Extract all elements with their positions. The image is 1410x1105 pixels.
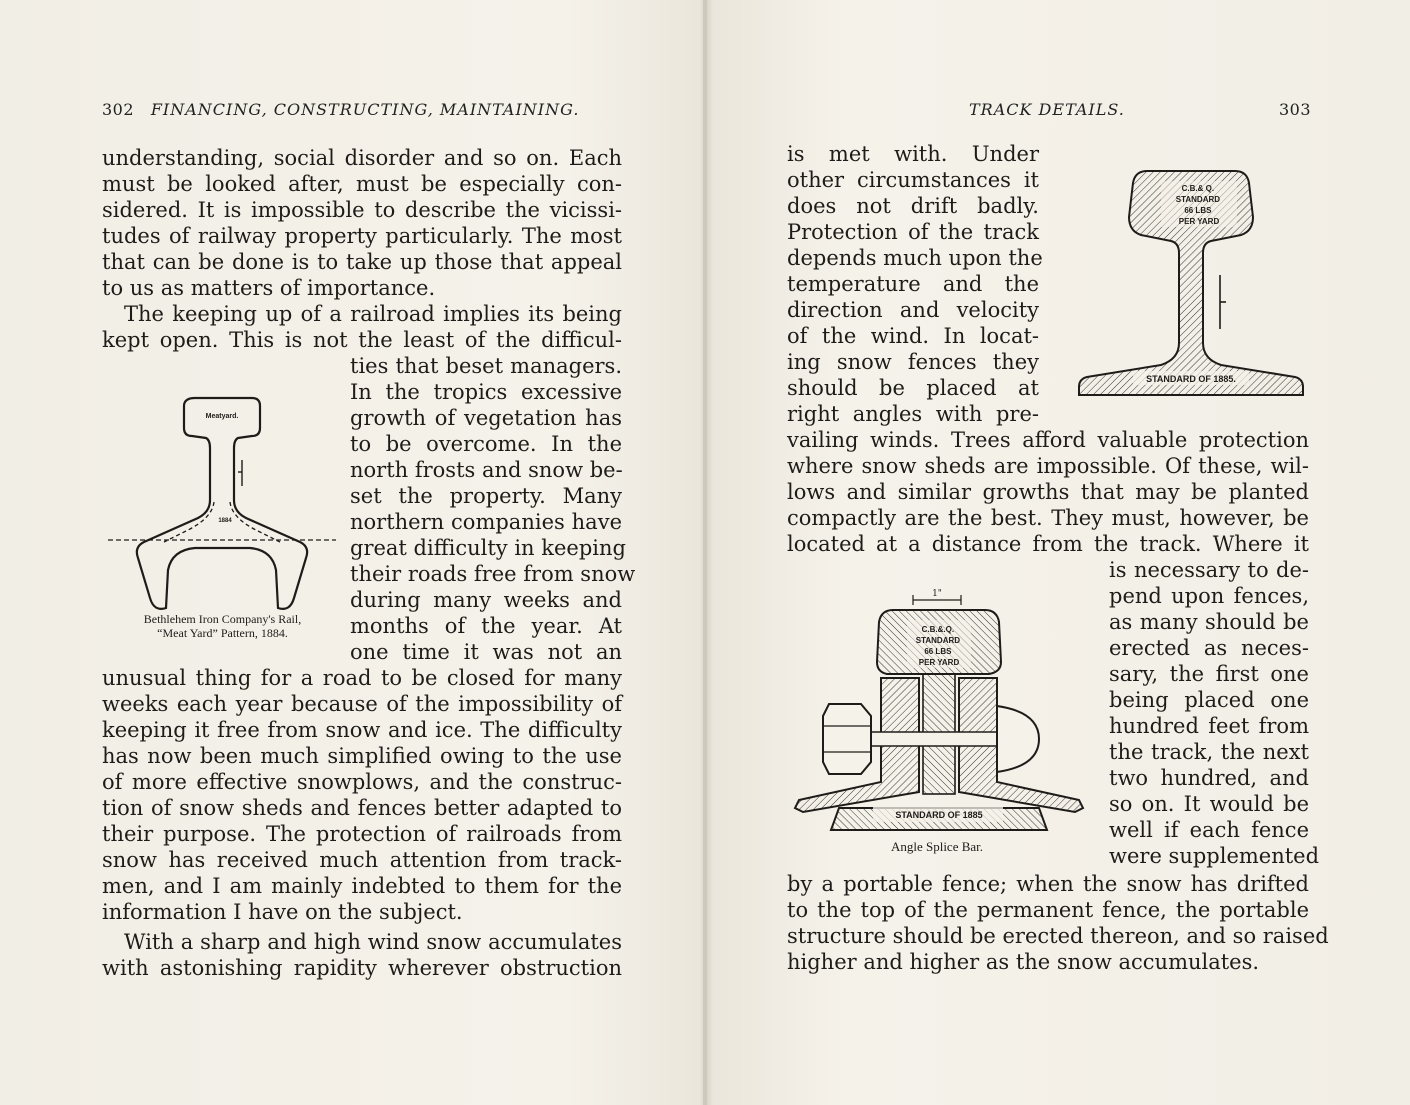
- text-line: located at a distance from the track. Where it: [787, 532, 1309, 556]
- cbq-label-line1: C.B.& Q.: [1181, 184, 1215, 193]
- angle-splice-bar-figure: [789, 586, 1089, 836]
- left-running-title: FINANCING, CONSTRUCTING, MAINTAINING.: [150, 100, 580, 119]
- text-line: Protection of the track: [787, 220, 1039, 244]
- text-line: to us as matters of importance.: [102, 276, 436, 300]
- cbq-base-label: STANDARD OF 1885.: [1146, 374, 1236, 384]
- text-line: keeping it free from snow and ice. The difficulty: [102, 718, 622, 742]
- text-line: that can be done is to take up those that appeal: [102, 250, 622, 274]
- text-line: by a portable fence; when the snow has drifted: [787, 872, 1309, 896]
- text-line: direction and velocity: [787, 298, 1039, 322]
- text-line: other circumstances it: [787, 168, 1039, 192]
- right-running-head: [969, 100, 1125, 119]
- text-line: being placed one: [1109, 688, 1309, 712]
- text-line: weeks each year because of the impossibility of: [102, 692, 622, 716]
- text-line: with astonishing rapidity wherever obstruction: [102, 956, 622, 980]
- text-line: understanding, social disorder and so on. Each: [102, 146, 622, 170]
- meat-yard-rail-figure: [100, 390, 345, 620]
- text-line: must be looked after, must be especially con-: [102, 172, 622, 196]
- text-line: northern companies have: [350, 510, 622, 534]
- left-page-number: 302: [102, 100, 135, 119]
- text-line: vailing winds. Trees afford valuable protection: [787, 428, 1309, 452]
- meat-yard-rail-outline: [137, 398, 307, 609]
- text-line: structure should be erected thereon, and so raised: [787, 924, 1329, 948]
- text-line: is met with. Under: [787, 142, 1039, 166]
- text-line: tudes of railway property particularly. The most: [102, 224, 622, 248]
- left-running-head: [102, 100, 579, 119]
- text-line: The keeping up of a railroad implies its being: [124, 302, 622, 326]
- text-line: is necessary to de-: [1109, 558, 1309, 582]
- text-line: should be placed at: [787, 376, 1039, 400]
- text-line: of the wind. In locat-: [787, 324, 1039, 348]
- text-line: sary, the first one: [1109, 662, 1309, 686]
- text-line: north frosts and snow be-: [350, 458, 623, 482]
- text-line: to be overcome. In the: [350, 432, 622, 456]
- meat-yard-label: Meatyard.: [205, 413, 239, 420]
- text-line: to the top of the permanent fence, the portable: [787, 898, 1309, 922]
- splice-label-line1: C.B.&.Q.: [921, 625, 955, 634]
- splice-dimension: 1": [932, 589, 942, 599]
- text-line: of more effective snowplows, and the construc-: [102, 770, 622, 794]
- text-line: their roads free from snow: [350, 562, 636, 586]
- text-line: ties that beset managers.: [350, 354, 622, 378]
- text-line: pend upon fences,: [1109, 584, 1309, 608]
- splice-nut: [823, 704, 871, 774]
- text-line: hundred feet from: [1109, 714, 1309, 738]
- text-line: unusual thing for a road to be closed for many: [102, 666, 622, 690]
- splice-label-line4: PER YARD: [918, 658, 960, 667]
- text-line: growth of vegetation has: [350, 406, 622, 430]
- text-line: lows and similar growths that may be planted: [787, 480, 1309, 504]
- text-line: has now been much simplified owing to the use: [102, 744, 622, 768]
- text-line: With a sharp and high wind snow accumulates: [124, 930, 622, 954]
- text-line: well if each fence: [1109, 818, 1309, 842]
- text-line: kept open. This is not the least of the difficul-: [102, 328, 622, 352]
- text-line: sidered. It is impossible to describe the vicissi-: [102, 198, 622, 222]
- text-line: where snow sheds are impossible. Of these, wil-: [787, 454, 1309, 478]
- splice-label-line3: 66 LBS: [924, 647, 952, 656]
- cbq-label-line3: 66 LBS: [1184, 206, 1212, 215]
- meat-yard-caption-line1: Bethlehem Iron Company's Rail,: [143, 612, 302, 626]
- text-line: were supplemented: [1109, 844, 1320, 868]
- splice-label-line2: STANDARD: [915, 636, 961, 645]
- text-line: the track, the next: [1109, 740, 1309, 764]
- text-line: snow has received much attention from track-: [102, 848, 622, 872]
- text-line: In the tropics excessive: [350, 380, 622, 404]
- splice-base-label: STANDARD OF 1885: [895, 810, 983, 820]
- text-line: one time it was not an: [350, 640, 622, 664]
- cbq-label-line2: STANDARD: [1175, 195, 1221, 204]
- text-line: great difficulty in keeping: [350, 536, 626, 560]
- text-line: tion of snow sheds and fences better adapted to: [102, 796, 622, 820]
- text-line: their purpose. The protection of railroads from: [102, 822, 622, 846]
- text-line: compactly are the best. They must, however, be: [787, 506, 1309, 530]
- text-line: months of the year. At: [350, 614, 622, 638]
- right-running-title: TRACK DETAILS.: [969, 100, 1125, 119]
- meat-yard-year-label: 1884: [218, 518, 232, 524]
- text-line: right angles with pre-: [787, 402, 1039, 426]
- meat-yard-caption: [100, 612, 345, 640]
- text-line: as many should be: [1109, 610, 1309, 634]
- splice-caption: Angle Splice Bar.: [890, 839, 984, 854]
- text-line: set the property. Many: [350, 484, 622, 508]
- text-line: information I have on the subject.: [102, 900, 463, 924]
- text-line: two hundred, and: [1109, 766, 1309, 790]
- cbq-rail-figure: [1075, 165, 1307, 400]
- right-page-number: 303: [1279, 100, 1312, 119]
- text-line: higher and higher as the snow accumulates.: [787, 950, 1260, 974]
- text-line: during many weeks and: [350, 588, 622, 612]
- text-line: temperature and the: [787, 272, 1039, 296]
- text-line: ing snow fences they: [787, 350, 1039, 374]
- text-line: men, and I am mainly indebted to them for the: [102, 874, 622, 898]
- text-line: erected as neces-: [1109, 636, 1309, 660]
- text-line: so on. It would be: [1109, 792, 1309, 816]
- text-line: does not drift badly.: [787, 194, 1039, 218]
- right-page: [707, 0, 1410, 1105]
- meat-yard-caption-line2: “Meat Yard” Pattern, 1884.: [157, 626, 288, 640]
- cbq-label-line4: PER YARD: [1178, 217, 1220, 226]
- text-line: depends much upon the: [787, 246, 1043, 270]
- splice-bolt-head: [997, 706, 1039, 772]
